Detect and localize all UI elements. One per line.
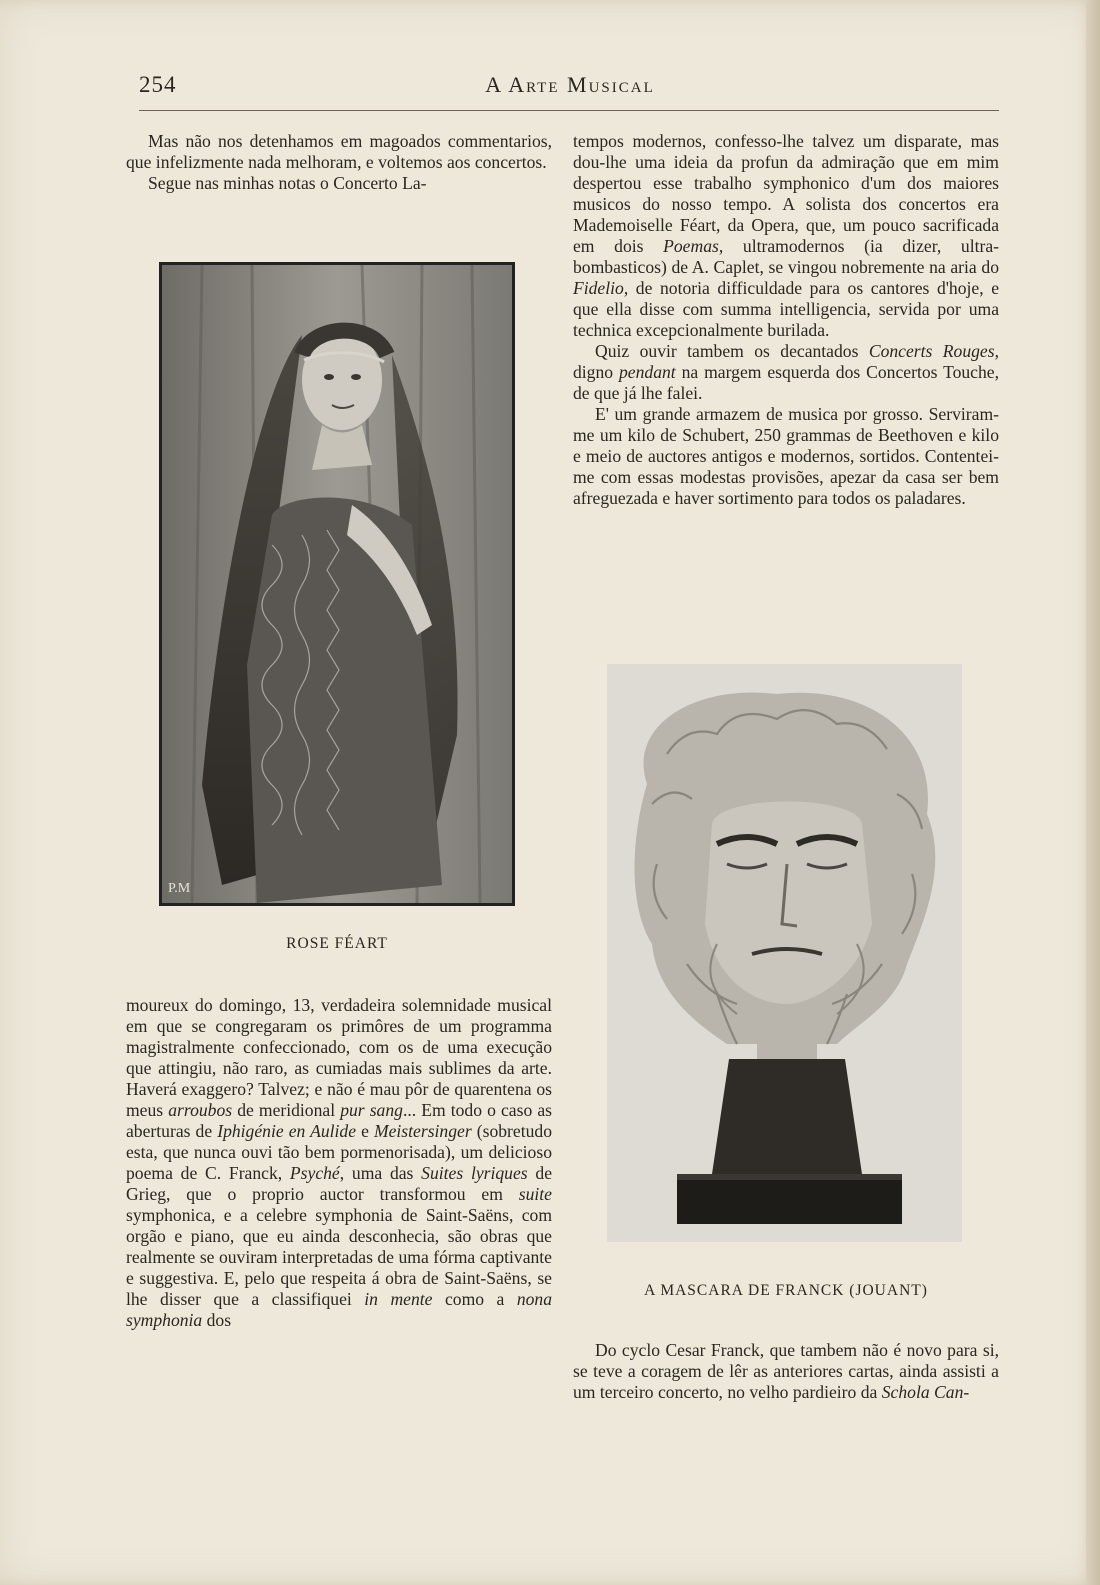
bust-illustration <box>607 664 962 1242</box>
paragraph: Do cyclo Cesar Franck, que tambem não é novo para si, se teve a coragem de lêr as anteriores cartas, ainda assisti a um terceiro concerto, no velho pardieiro da Schola Can- <box>573 1340 999 1402</box>
paragraph: E' um grande armazem de musica por grosso. Serviram-me um kilo de Schubert, 250 grammas de Beethoven e kilo e meio de auctores antigos e modernos, sortidos. Contentei-me com essas modestas provisões, apezar da casa ser bem afreguezada e haver sortimento para todos os paladares. <box>573 404 999 508</box>
running-title: A Arte Musical <box>485 72 655 97</box>
caption-rose-feart: ROSE FÉART <box>286 935 388 952</box>
paragraph: moureux do domingo, 13, verdadeira solemnidade musical em que se congregaram os primôres de um programma magistralmente confeccionado, com os de uma execução que attingiu, não raro, as cumiadas mais sublimes da arte. Haverá exaggero? Talvez; e não é mau pôr de quarentena os meus arroubos de meridional pur sang... Em todo o caso as aberturas de Iphigénie en Aulide e Meistersinger (sobretudo esta, que nunca ouvi tão bem pormenorisada), um delicioso poema de C. Franck, Psyché, uma das Suites lyriques de Grieg, que o proprio auctor transformou em suite symphonica, e a celebre symphonia de Saint-Saëns, com orgão e piano, que eu ainda desconhecia, são obras que realmente se ouviram interpretadas de uma fórma captivante e suggestiva. E, pelo que respeita á obra de Saint-Saëns, se lhe disser que a classifiquei in mente como a nona symphonia dos <box>126 995 553 1330</box>
paragraph: Mas não nos detenhamos em magoados commentarios, que infelizmente nada melhoram, e voltemos aos concertos. <box>126 131 552 172</box>
paragraph: Quiz ouvir tambem os decantados Concerts Rouges, digno pendant na margem esquerda dos Concertos Touche, de que já lhe falei. <box>573 341 999 403</box>
column-right-top <box>573 131 999 509</box>
header-rule <box>139 110 999 111</box>
paragraph: Segue nas minhas notas o Concerto La- <box>148 173 427 193</box>
column-right-bottom <box>573 1340 999 1403</box>
caption-franck-mask: A MASCARA DE FRANCK (JOUANT) <box>644 1282 928 1299</box>
portrait-illustration <box>162 265 512 903</box>
page-number: 254 <box>139 72 177 97</box>
bust-photo-franck <box>607 664 962 1242</box>
paragraph: tempos modernos, confesso-lhe talvez um disparate, mas dou-lhe uma ideia da profun da admiração que em mim despertou esse trabalho symphonico d'um dos maiores musicos do nosso tempo. A solista dos concertos era Mademoiselle Féart, da Opera, que, um pouco sacrificada em dois Poemas, ultramodernos (ia dizer, ultra-bombasticos) de A. Caplet, se vingou nobremente na aria do Fidelio, de notoria difficuldade para os cantores d'hoje, e que ella disse com summa intelligencia, servida por uma technica excepcionalmente burilada. <box>573 131 999 340</box>
photo-monogram: P.M <box>168 881 191 896</box>
portrait-photo-rose-feart <box>159 262 515 906</box>
page-edge <box>1086 0 1100 1585</box>
column-left-bottom <box>126 995 552 1331</box>
column-left-top <box>126 131 552 194</box>
